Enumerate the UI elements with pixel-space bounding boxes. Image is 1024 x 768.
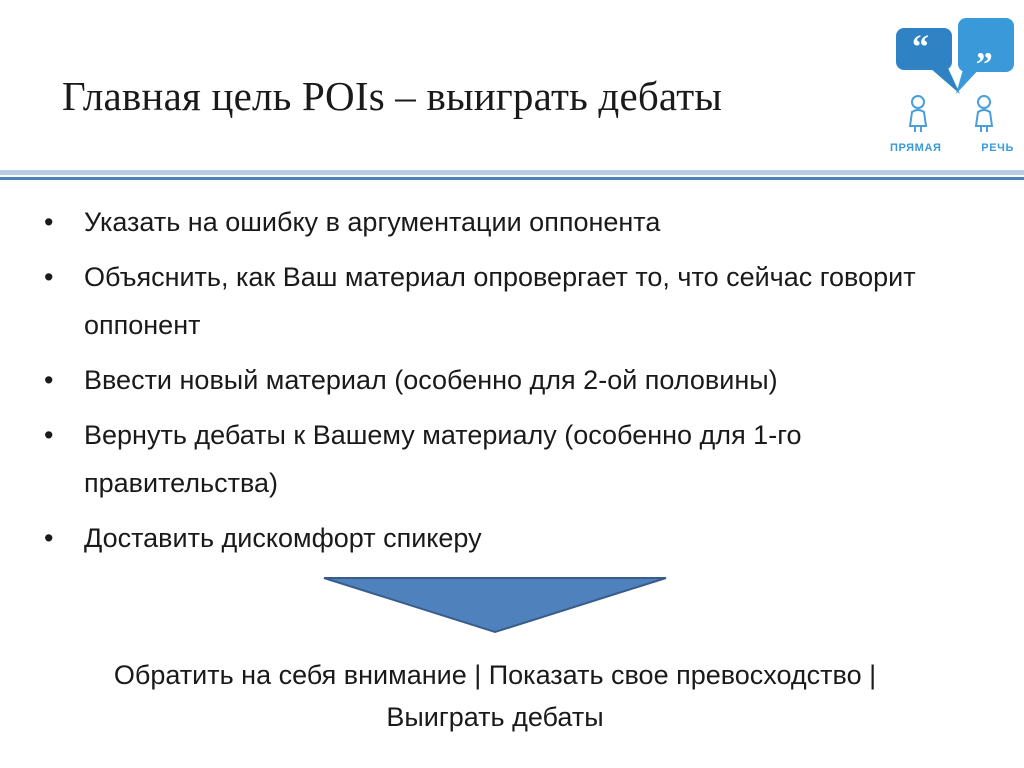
bullet-item [44,198,944,246]
logo-caption-right: РЕЧЬ [981,142,1014,154]
bullet-list [44,198,944,569]
bullet-item [44,356,944,404]
conclusion-line-2: Выиграть дебаты [386,702,604,732]
bullet-dot: • [44,420,54,450]
bullet-text: Ввести новый материал (особенно для 2-ой половины) [84,365,778,395]
logo-caption [890,142,1014,154]
left-bubble-tail [930,68,960,94]
logo-caption-left: ПРЯМАЯ [890,142,942,154]
bullet-dot: • [44,365,54,395]
logo [890,14,1020,164]
bullet-dot: • [44,523,54,553]
left-bubble-quote: “ [912,29,929,66]
speech-bubbles-people-icon [890,14,1020,142]
bullet-text: Объяснить, как Ваш материал опровергает то, что сейчас говорит оппонент [84,262,916,340]
arrow-shape [324,578,666,632]
slide-title: Главная цель POIs – выиграть дебаты [62,73,723,119]
bullet-item [44,411,944,507]
conclusion-text [0,654,990,738]
right-bubble-tail [956,66,982,94]
down-arrow-triangle-icon [322,576,668,634]
bullet-item [44,514,944,562]
bullet-dot: • [44,262,54,292]
bullet-text: Вернуть дебаты к Вашему материалу (особенно для 1-го правительства) [84,420,802,498]
bullet-text: Указать на ошибку в аргументации оппонента [84,207,661,237]
bullet-dot: • [44,207,54,237]
right-person-icon [976,96,992,132]
left-person-icon [910,96,926,132]
right-bubble-quote: „ [976,29,993,66]
bullet-item [44,253,944,349]
bullet-text: Доставить дискомфорт спикеру [84,523,482,553]
conclusion-line-1: Обратить на себя внимание | Показать свое превосходство | [113,660,877,690]
title-divider-light [0,170,1024,175]
title-divider [0,177,1024,180]
